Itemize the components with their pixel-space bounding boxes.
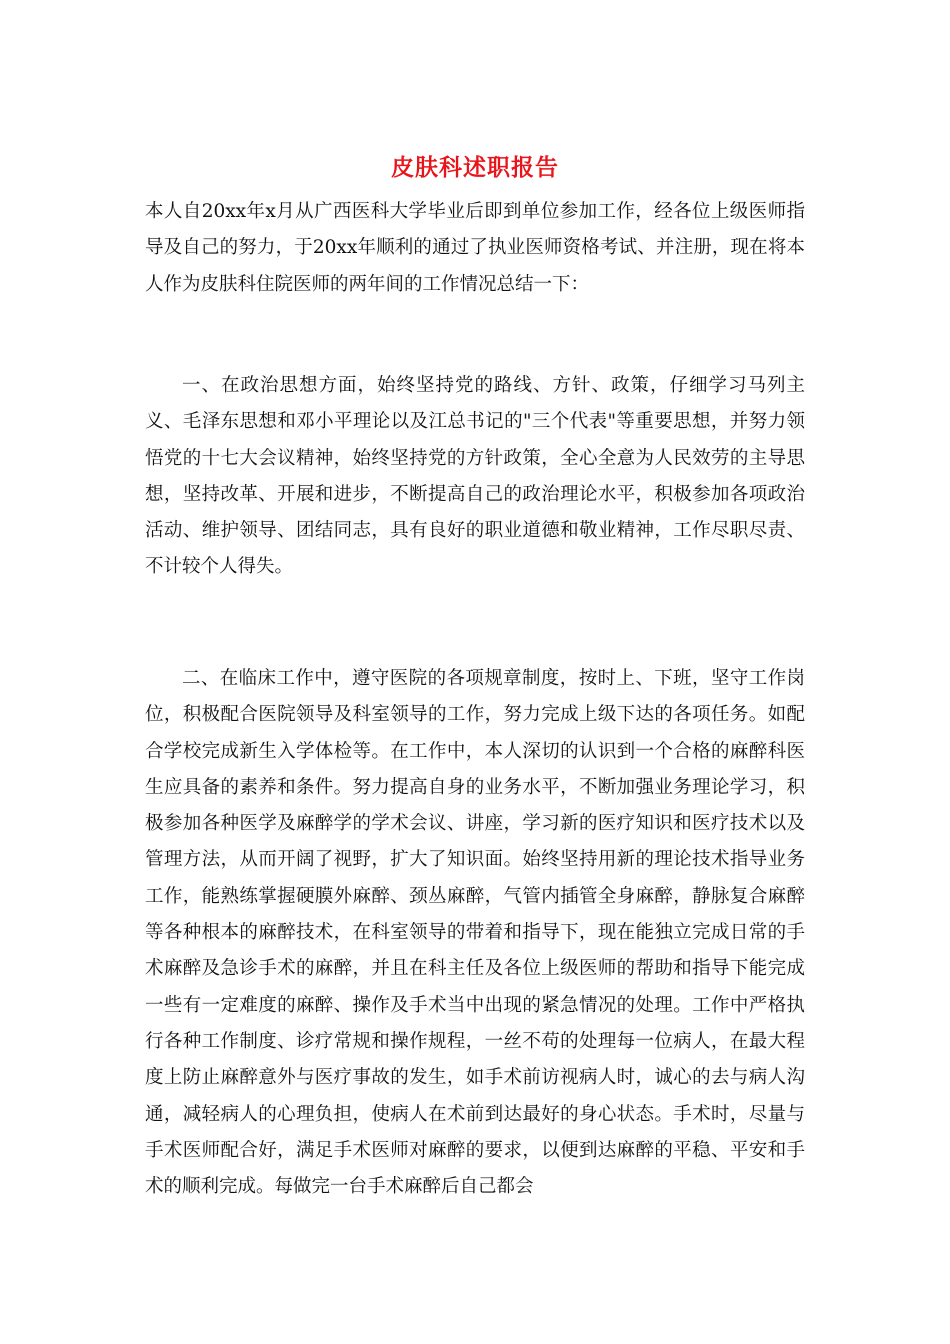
section-two-paragraph: 二、在临床工作中，遵守医院的各项规章制度，按时上、下班，坚守工作岗位，积极配合医院领导及科室领导的工作，努力完成上级下达的各项任务。如配合学校完成新生入学体检等。在工作中，本人深切的认识到一个合格的麻醉科医生应具备的素养和条件。努力提高自身的业务水平，不断加强业务理论学习，积极参加各种医学及麻醉学的学术会议、讲座，学习新的医疗知识和医疗技术以及管理方法，从而开阔了视野，扩大了知识面。始终坚持用新的理论技术指导业务工作，能熟练掌握硬膜外麻醉、颈丛麻醉，气管内插管全身麻醉，静脉复合麻醉等各种根本的麻醉技术，在科室领导的带着和指导下，现在能独立完成日常的手术麻醉及急诊手术的麻醉，并且在科主任及各位上级医师的帮助和指导下能完成一些有一定难度的麻醉、操作及手术当中出现的紧急情况的处理。工作中严格执行各种工作制度、诊疗常规和操作规程，一丝不苟的处理每一位病人，在最大程度上防止麻醉意外与医疗事故的发生，如手术前访视病人时，诚心的去与病人沟通，减轻病人的心理负担，使病人在术前到达最好的身心状态。手术时，尽量与手术医师配合好，满足手术医师对麻醉的要求，以便到达麻醉的平稳、平安和手术的顺利完成。每做完一台手术麻醉后自己都会 xyxy=(145,668,805,1198)
document-title: 皮肤科述职报告 xyxy=(391,154,559,181)
section-one-paragraph: 一、在政治思想方面，始终坚持党的路线、方针、政策，仔细学习马列主义、毛泽东思想和邓小平理论以及江总书记的"三个代表"等重要思想，并努力领悟党的十七大会议精神，始终坚持党的方针政策，全心全意为人民效劳的主导思想，坚持改革、开展和进步，不断提高自己的政治理论水平，积极参加各项政治活动、维护领导、团结同志，具有良好的职业道德和敬业精神，工作尽职尽责、不计较个人得失。 xyxy=(145,375,805,578)
intro-paragraph: 本人自20xx年x月从广西医科大学毕业后即到单位参加工作，经各位上级医师指导及自己的努力，于20xx年顺利的通过了执业医师资格考试、并注册，现在将本人作为皮肤科住院医师的两年间的工作情况总结一下： xyxy=(145,201,805,295)
